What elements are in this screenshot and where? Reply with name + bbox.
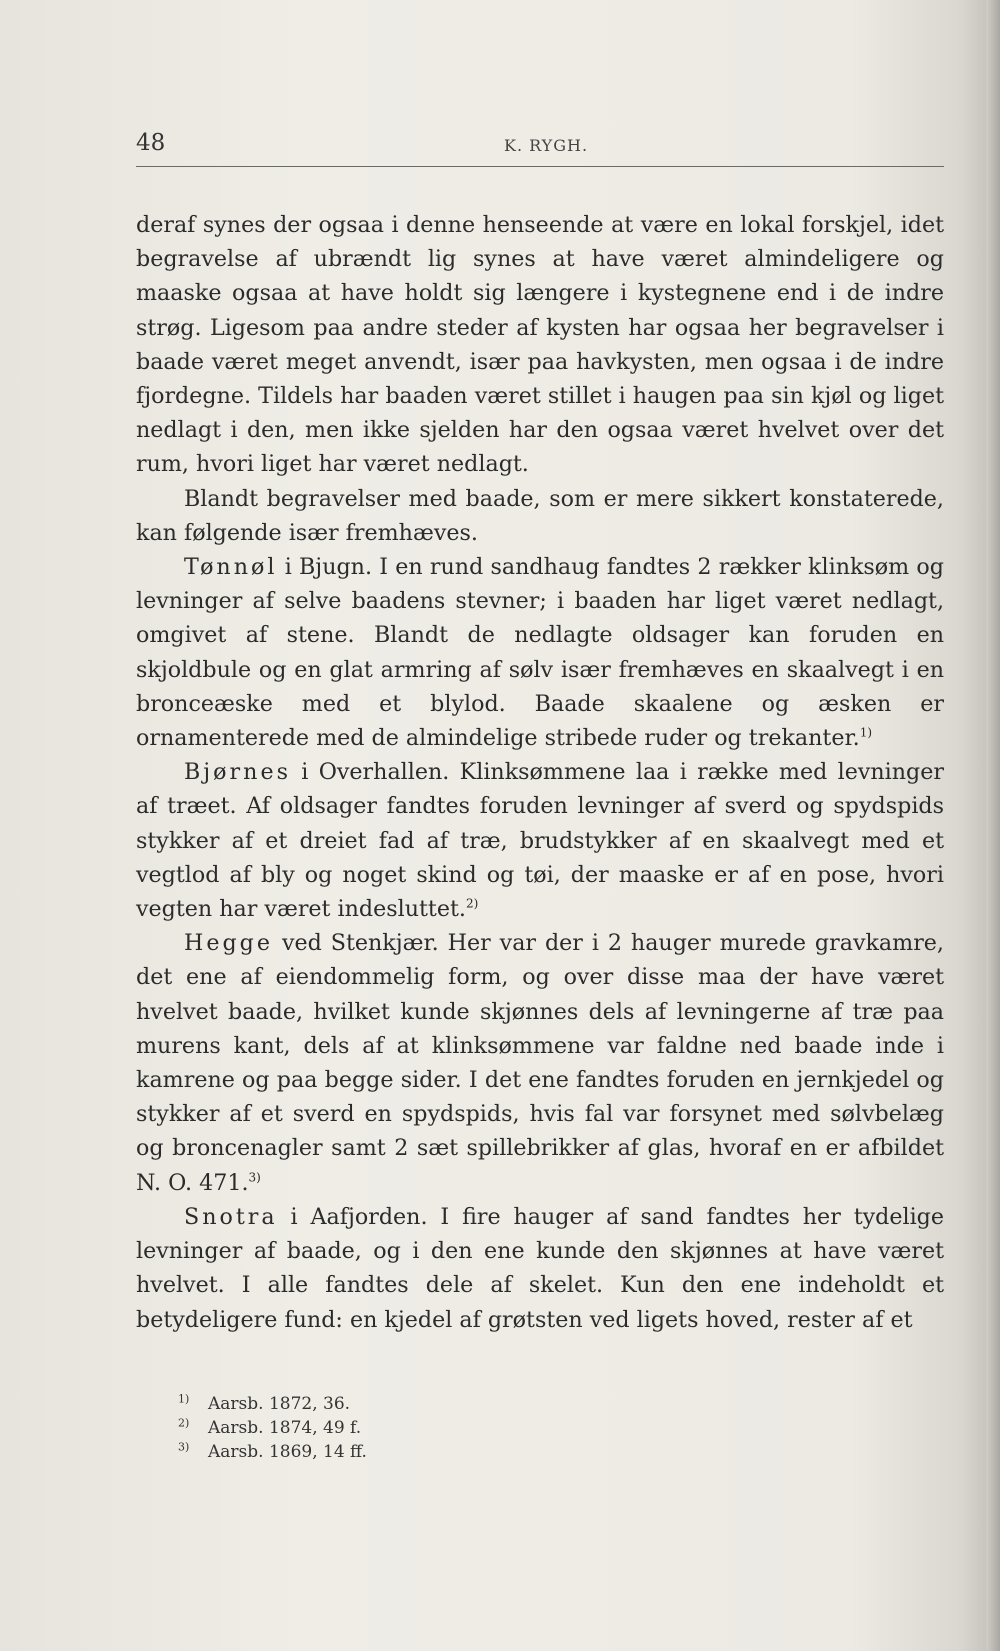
place-name-rest: ved Stenkjær. [273, 930, 439, 957]
header-rule [136, 166, 944, 167]
paragraph-snotra [136, 1200, 944, 1337]
body-text [136, 208, 944, 1337]
footnote-2 [178, 1416, 367, 1440]
page-header [136, 130, 944, 170]
footnote-text: Aarsb. 1869, 14 ff. [208, 1442, 367, 1462]
paragraph-text: Her var der i 2 hauger murede gravkamre, det ene af eiendommelig form, og over disse maa der have været hvelvet baade, hvilket kunde skjønnes dels af levningerne af træ paa murens kant, dels af at klinksømmene var faldne ned baade inde i kamrene og paa begge sider. I det ene fandtes foruden en jernkjedel og stykker af et sverd en spydspids, hvis fal var forsynet med sølvbelæg og broncenagler samt 2 sæt spillebrikker af glas, hvoraf en er afbildet N. O. 471. [136, 930, 944, 1196]
footnote-1 [178, 1392, 367, 1416]
paragraph-bjornes [136, 755, 944, 926]
paragraph-2: Blandt begravelser med baade, som er mere sikkert konstaterede, kan følgende især fremhæves. [136, 485, 944, 546]
paragraph-1: deraf synes der ogsaa i denne henseende at være en lokal forskjel, idet begravelse af ubrændt lig synes at have været almindeligere og maaske ogsaa at have holdt sig længere i kystegnene end i de indre strøg. Ligesom paa andre steder af kysten har ogsaa her begravelser i baade været meget anvendt, især paa havkysten, men ogsaa i de indre fjordegne. Tildels har baaden været stillet i haugen paa sin kjøl og liget nedlagt i den, men ikke sjelden har den ogsaa været hvelvet over det rum, hvori liget har været nedlagt. [136, 212, 944, 478]
paragraph-text: I fire hauger af sand fandtes her tydelige levninger af baade, og i den ene kunde den skjønnes at have været hvelvet. I alle fandtes dele af skelet. Kun den ene indeholdt et betydeligere fund: en kjedel af grøtsten ved ligets hoved, rester af et [136, 1203, 945, 1333]
page-number: 48 [136, 130, 166, 156]
footnote-ref: 2) [465, 896, 479, 911]
place-name: Snotra [184, 1203, 278, 1230]
place-name: Bjørnes [184, 759, 291, 786]
footnote-marker: 3) [178, 1440, 190, 1454]
footnote-text: Aarsb. 1872, 36. [208, 1394, 351, 1414]
place-name-rest: i Overhallen. [290, 759, 450, 786]
paragraph-text: Klinksømmene laa i række med levninger af træet. Af oldsager fandtes foruden levninger af sverd og spydspids stykker af et dreiet fad af træ, brudstykker af en skaalvegt med et vegtlod af bly og noget skind og tøi, der maaske er af en pose, hvori vegten har været indesluttet. [136, 759, 944, 923]
page-edge [986, 0, 1000, 1651]
footnotes [178, 1392, 367, 1464]
footnote-marker: 1) [178, 1392, 190, 1406]
place-name-rest: i Bjugn. [277, 554, 373, 581]
footnote-marker: 2) [178, 1416, 190, 1430]
footnote-3 [178, 1440, 367, 1464]
paragraph-hegge [136, 926, 944, 1200]
paragraph-text: I en rund sandhaug fandtes 2 rækker klinksøm og levninger af selve baadens stevner; i baaden har liget været nedlagt, omgivet af stene. Blandt de nedlagte oldsager kan foruden en skjoldbule og en glat armring af sølv især fremhæves en skaalvegt i en bronceæske med et blylod. Baade skaalene og æsken er ornamenterede med de almindelige stribede ruder og trekanter. [136, 554, 944, 752]
footnote-text: Aarsb. 1874, 49 f. [208, 1418, 362, 1438]
place-name: Hegge [184, 930, 274, 957]
footnote-ref: 3) [248, 1170, 261, 1185]
footnote-ref: 1) [859, 725, 873, 740]
paragraph-tonnol [136, 550, 944, 755]
place-name-rest: i Aafjorden. [277, 1203, 428, 1230]
running-head: K. RYGH. [504, 136, 589, 155]
place-name: Tønnøl [184, 554, 278, 581]
